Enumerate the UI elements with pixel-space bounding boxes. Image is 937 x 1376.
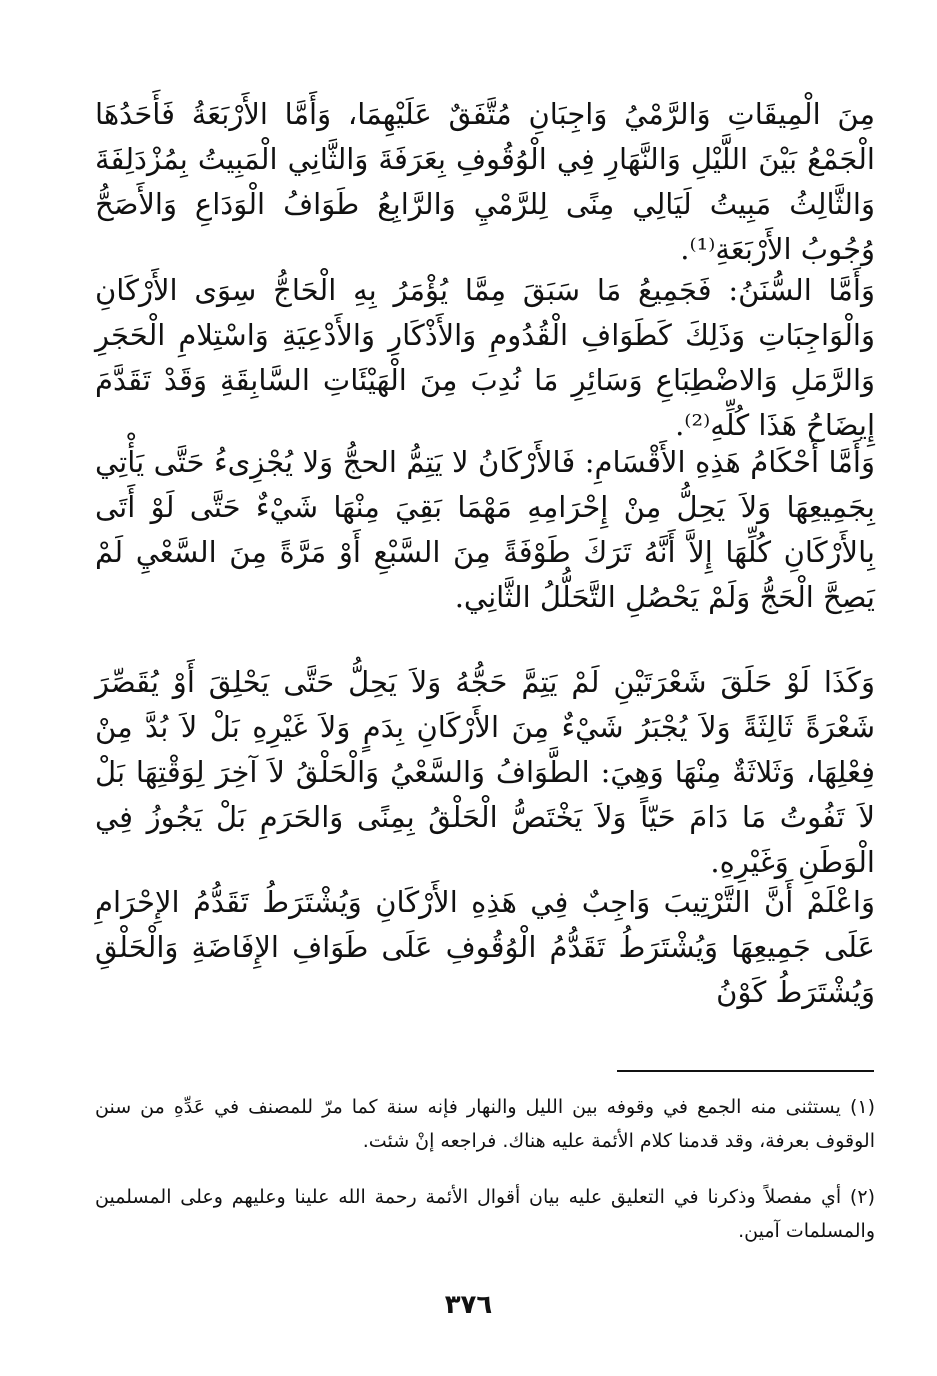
body-paragraph-1: مِنَ الْمِيقَاتِ وَالرَّمْيُ وَاجِبَانِ مُتَّفَقٌ عَلَيْهِمَا، وَأَمَّا الأَرْبَعَةُ فَأَحَدُهَا الْجَمْعُ بَيْنَ اللَّيْلِ وَالنَّهَارِ فِي الْوُقُوفِ بِعَرَفَةَ وَالثَّانِي الْمَبِيتُ بِمُزْدَلِفَةَ وَالثَّالِثُ مَبِيتُ لَيَالِي مِنًى لِلرَّمْيِ وَالرَّابِعُ طَوَافُ الْوَدَاعِ وَالأَصَحُّ وُجُوبُ الأَرْبَعَةِ⁽¹⁾. (95, 97, 875, 266)
footnote-2: (٢) أي مفصلاً وذكرنا في التعليق عليه بيان أقوال الأئمة رحمة الله علينا وعليهم وعلى المسلمين والمسلمات آمين. (95, 1186, 875, 1242)
body-paragraph-4: وَكَذَا لَوْ حَلَقَ شَعْرَتَيْنِ لَمْ يَتِمَّ حَجُّهُ وَلاَ يَحِلُّ حَتَّى يَحْلِقَ أَوْ يُقَصِّرَ شَعْرَةً ثَالِثَةً وَلاَ يُجْبَرُ شَيْءٌ مِنَ الأَرْكَانِ بِدَمٍ وَلاَ غَيْرِهِ بَلْ لاَ بُدَّ مِنْ فِعْلِهَا، وَثَلاثَةٌ مِنْهَا وَهِيَ: الطَّوَافُ وَالسَّعْيُ وَالْحَلْقُ لاَ آخِرَ لِوَقْتِهَا بَلْ لاَ تَفُوتُ مَا دَامَ حَيّاً وَلاَ يَخْتَصُّ الْحَلْقُ بِمِنًى وَالحَرَمِ بَلْ يَجُوزُ فِي الْوَطَنِ وَغَيْرِهِ. (95, 665, 875, 879)
body-paragraph-3: وَأَمَّا أَحْكَامُ هَذِهِ الأَقْسَامِ: فَالأَرْكَانُ لا يَتِمُّ الحجُّ وَلا يُجْزِىءُ حَتَّى يَأْتِي بِجَمِيعِهَا وَلاَ يَحِلُّ مِنْ إِحْرَامِهِ مَهْمَا بَقِيَ مِنْهَا شَيْءٌ حَتَّى لَوْ أَتَى بِالأَرْكَانِ كُلِّهَا إِلاَّ أَنَّهُ تَرَكَ طَوْفَةً مِنَ السَّبْعِ أَوْ مَرَّةً مِنَ السَّعْيِ لَمْ يَصِحَّ الْحَجُّ وَلَمْ يَحْصُلِ التَّحَلُّلُ الثَّانِي. (95, 445, 875, 614)
footnote-1: (١) يستثنى منه الجمع في وقوفه بين الليل والنهار فإنه سنة كما مرّ للمصنف في عَدِّهِ من سنن الوقوف بعرفة، وقد قدمنا كلام الأئمة عليه هناك. فراجعه إنْ شئت. (95, 1096, 875, 1152)
body-paragraph-2: وَأَمَّا السُّنَنُ: فَجَمِيعُ مَا سَبَقَ مِمَّا يُؤْمَرُ بِهِ الْحَاجُّ سِوَى الأَرْكَانِ وَالْوَاجِبَاتِ وَذَلِكَ كَطَوَافِ الْقُدُومِ وَالأَذْكَارِ وَالأَدْعِيَةِ وَاسْتِلامِ الْحَجَرِ وَالرَّمَلِ وَالاضْطِبَاعِ وَسَائِرِ مَا نُدِبَ مِنَ الْهَيْئَاتِ السَّابِقَةِ وَقَدْ تَقَدَّمَ إِيضَاحُ هَذَا كُلِّهِ⁽²⁾. (95, 273, 875, 442)
footnote-divider (617, 1070, 874, 1072)
page-number: ٣٧٦ (444, 1290, 493, 1320)
body-paragraph-5: وَاعْلَمْ أَنَّ التَّرْتِيبَ وَاجِبٌ فِي هَذِهِ الأَرْكَانِ وَيُشْتَرَطُ تَقَدُّمُ الإِحْرَامِ عَلَى جَمِيعِهَا وَيُشْتَرَطُ تَقَدُّمُ الْوُقُوفِ عَلَى طَوَافِ الإِفَاضَةِ وَالْحَلْقِ وَيُشْتَرَطُ كَوْنُ (95, 885, 875, 1009)
